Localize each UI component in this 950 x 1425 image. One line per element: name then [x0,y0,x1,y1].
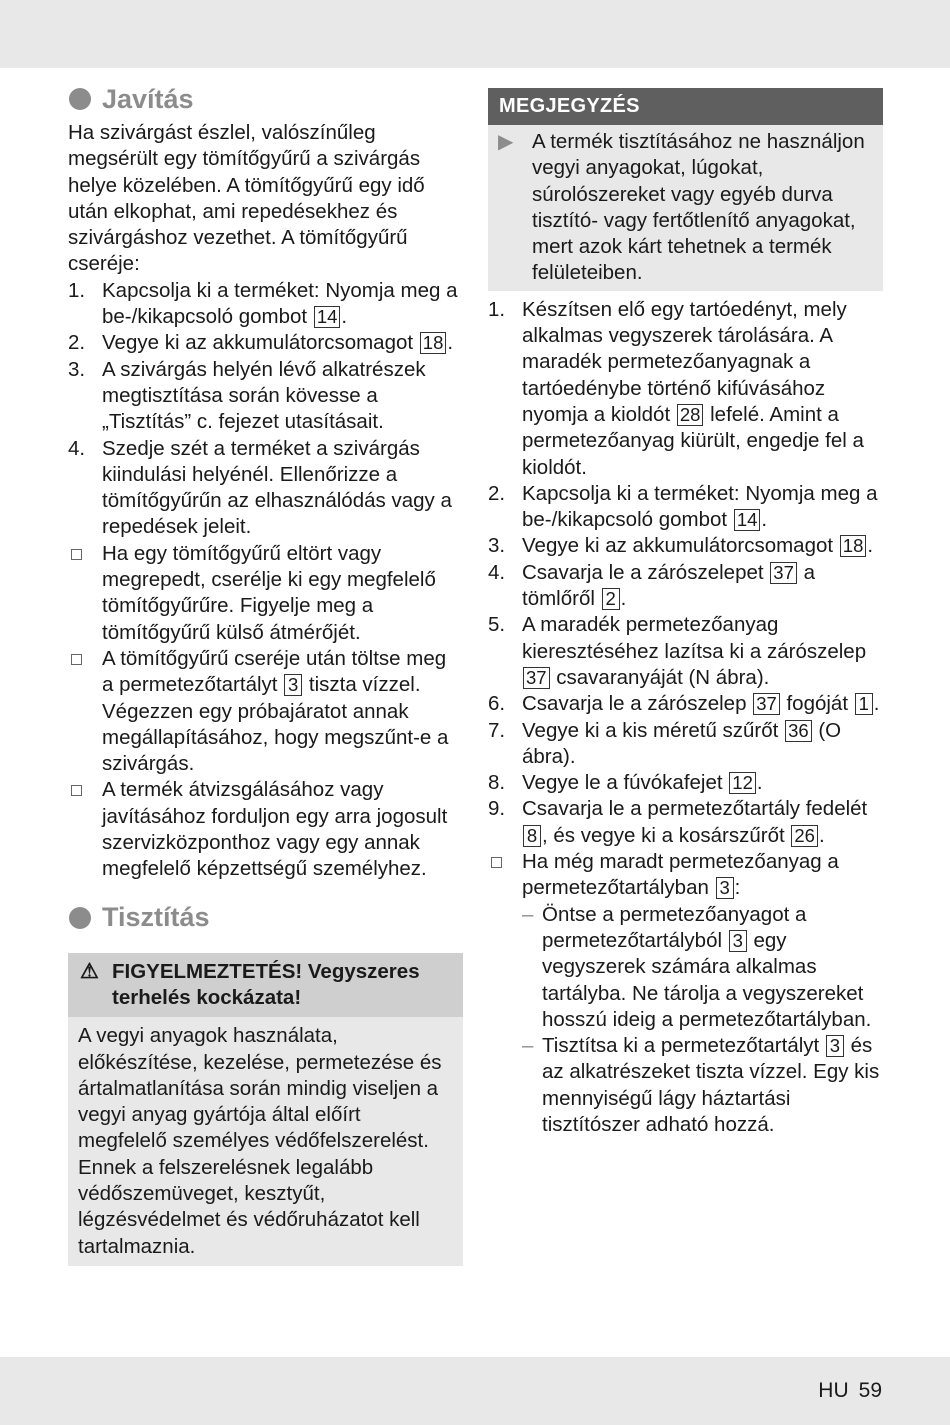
step-text [522,691,883,717]
step-suffix: a tömlőről [522,560,815,611]
ref-number: 18 [840,535,867,557]
left-column [68,82,463,1266]
step-number: 9. [488,797,506,821]
ref-number: 3 [716,877,734,899]
list-item [68,646,463,777]
section-title: Javítás [102,83,194,114]
bullet-text [522,849,883,1138]
bullet-dot-icon [69,88,91,110]
page-count: 59 [858,1379,882,1402]
footer-band [0,1357,950,1425]
step-body: Vegye ki az akkumulátorcsomagot [522,534,834,558]
ref-number: 3 [826,1035,844,1057]
step-body: Csavarja le a zárószelep [522,692,747,716]
ref-number: 3 [729,930,747,952]
bullet-suffix: : [734,876,741,900]
list-item [488,849,883,1138]
step-number: 8. [488,771,506,795]
sub-body: Öntse a permetezőanyagot a permetezőtartályból [542,902,807,952]
note-text: A termék tisztításához ne használjon vegyi anyagokat, lúgokat, súrolószereket vagy egyéb durva tisztító- vagy fertőtlenítő anyagokat, mert azok kárt tehetnek a termék felületeiben. [532,130,865,285]
step-suffix: . [447,331,454,355]
list-item [68,436,463,541]
list-item [488,770,883,796]
step-suffix: . [756,771,763,795]
bullet-body: Ha még maradt permetezőanyag a permetezőtartályban [522,850,839,900]
list-item [68,330,463,356]
bullet-dot-icon [69,907,91,929]
warning-text: A vegyi anyagok használata, előkészítése, kezelése, permetezése és ártalmatlanítása során mindig viseljen a vegyi anyag gyártója által előírt megfelelő személyes védőfelszerelést. [78,1024,442,1153]
page-number [808,1379,882,1403]
sub-suffix: egy vegyszerek számára alkalmas tartályba. Ne tárolja a vegyszereket hosszú ideig a permetezőtartályban. [542,928,872,1031]
bullet-suffix: tiszta vízzel. Végezzen egy próbajáratot annak megállapításához, hogy megszűnt-e a szivárgás. [102,673,449,776]
step-number: 1. [68,278,86,302]
step-body: Kapcsolja ki a terméket: Nyomja meg a be-/kikapcsoló gombot [522,481,878,532]
sub-item [522,902,883,1033]
ref-number: 28 [677,404,704,426]
header-band [0,0,950,68]
sub-body: Tisztítsa ki a permetezőtartályt [542,1034,820,1058]
step-number: 4. [68,436,86,460]
step-suffix: . [873,692,880,716]
warning-triangle-icon: ⚠ [80,959,99,983]
ref-number: 3 [284,674,302,696]
step-body: Vegye le a fúvókafejet [522,771,723,795]
step-body: Készítsen elő egy tartóedényt, mely alkalmas vegyszerek tárolására. A maradék permetezőanyagnak a tartóedénybe történő kifúvásához nyomja a kioldót [522,297,847,426]
ref-number: 1 [855,693,873,715]
list-item [488,560,883,613]
step-body: A maradék permetezőanyag kieresztéséhez lazítsa ki a zárószelep [522,613,867,663]
ref-number: 2 [602,588,620,610]
warning-header [68,953,463,1018]
bullet-marker [68,541,102,646]
ref-number: 36 [785,720,812,742]
step-text [522,612,883,691]
note-header: MEGJEGYZÉS [488,88,883,125]
dash-marker: – [522,1034,534,1058]
sub-text [542,1033,883,1138]
step-number: 2. [488,481,506,505]
step-text [522,770,883,796]
cleaning-steps [488,297,883,1139]
step-suffix: . [620,587,627,611]
step-text: Szedje szét a terméket a szivárgás kiindulási helyénél. Ellenőrizze a tömítőgyűrűn az elhasználódás vagy a repedések jeleit. [102,436,452,539]
list-item [488,297,883,481]
step-text [102,330,463,356]
step-suffix: lefelé. Amint a permetezőanyag kiürült, engedje fel a kioldót. [522,402,864,479]
step-number: 1. [488,297,506,321]
step-number: 3. [68,357,86,381]
language-code: HU [818,1379,849,1402]
step-suffix: (O ábra). [522,718,842,768]
sub-item [522,1033,883,1138]
bullet-text [102,646,463,777]
list-item [488,718,883,771]
step-suffix: . [867,534,874,558]
step-text: A szivárgás helyén lévő alkatrészek megtisztítása során kövesse a „Tisztítás” c. fejezet utasításait. [102,357,426,434]
list-item [68,357,463,436]
square-bullet-icon [491,857,502,868]
square-bullet-icon [71,549,82,560]
step-body: Vegye ki az akkumulátorcsomagot [102,331,414,355]
bullet-body: A tömítőgyűrű cseréje után töltse meg a permetezőtartályt [102,646,447,697]
bullet-marker [488,849,522,1138]
bullet-marker [68,777,102,882]
step-body: Csavarja le a zárószelepet [522,560,764,584]
sub-suffix: és az alkatrészeket tiszta vízzel. Egy kis mennyiségű lágy háztartási tisztítószer adható hozzá. [542,1034,880,1136]
step-suffix: . [761,508,768,532]
ref-number: 37 [770,562,797,584]
bullet-text: A termék átvizsgálásához vagy javításához forduljon egy arra jogosult szervizközponthoz vagy egy annak megfelelő képzettségű személyhez. [102,778,448,881]
ref-number: 12 [729,772,756,794]
cleaning-section [68,901,463,1266]
step-number: 6. [488,692,506,716]
ref-number: 37 [523,667,550,689]
step-number: 5. [488,613,506,637]
section-title: Tisztítás [102,902,210,933]
warning-text: Ennek a felszerelésnek legalább védőszemüveget, kesztyűt, légzésvédelmet és védőruházatot kell tartalmaznia. [78,1155,420,1258]
step-text [102,278,463,331]
step-body: Csavarja le a permetezőtartály fedelét [522,797,868,821]
section-heading-repair [68,82,463,116]
step-text [522,718,883,771]
triangle-right-icon: ▶ [498,131,514,153]
step-suffix: , és vegye ki a kosárszűrőt [542,823,785,847]
list-item [488,533,883,559]
bullet-text: Ha egy tömítőgyűrű eltört vagy megrepedt, cserélje ki egy megfelelő tömítőgyűrűre. Figyelje meg a tömítőgyűrű külső átmérőjét. [102,541,436,644]
warning-body [68,1017,463,1266]
warning-title: FIGYELMEZTETÉS! Vegyszeres terhelés kockázata! [112,959,420,1009]
bullet-marker [68,646,102,777]
sub-list [522,902,883,1139]
step-text [522,481,883,534]
step-number: 2. [68,331,86,355]
step-text [522,560,883,613]
ref-number: 37 [753,693,780,715]
section-heading-cleaning [68,901,463,935]
step-text [522,297,883,481]
right-column [488,82,883,1138]
ref-number: 26 [791,825,818,847]
dash-marker: – [522,902,534,926]
sub-text [542,902,883,1033]
list-item [68,278,463,331]
step-body: Vegye ki a kis méretű szűrőt [522,718,779,742]
repair-intro: Ha szivárgást észlel, valószínűleg megsérült egy tömítőgyűrű a szivárgás helye közelében. A tömítőgyűrű egy idő után elkophat, ami repedésekhez és szivárgáshoz vezethet. A tömítőgyűrű cseréje: [68,121,425,276]
list-item [488,481,883,534]
ref-number: 18 [420,332,447,354]
step-suffix: csavaranyáját (N ábra). [556,665,770,689]
ref-number: 14 [734,509,761,531]
list-item [68,541,463,646]
step-number: 7. [488,718,506,742]
square-bullet-icon [71,785,82,796]
step-suffix: . [818,823,825,847]
step-number: 4. [488,560,506,584]
square-bullet-icon [71,654,82,665]
step-suffix: . [341,305,348,329]
list-item [68,777,463,882]
list-item [488,796,883,849]
note-body [488,125,883,291]
list-item [488,691,883,717]
ref-number: 8 [523,825,541,847]
list-item [488,612,883,691]
step-body: Kapcsolja ki a terméket: Nyomja meg a be-/kikapcsoló gombot [102,278,458,329]
repair-steps [68,278,463,883]
step-text [522,533,883,559]
step-number: 3. [488,534,506,558]
step-text [522,796,883,849]
step-suffix: fogóját [786,692,849,716]
ref-number: 14 [314,306,341,328]
